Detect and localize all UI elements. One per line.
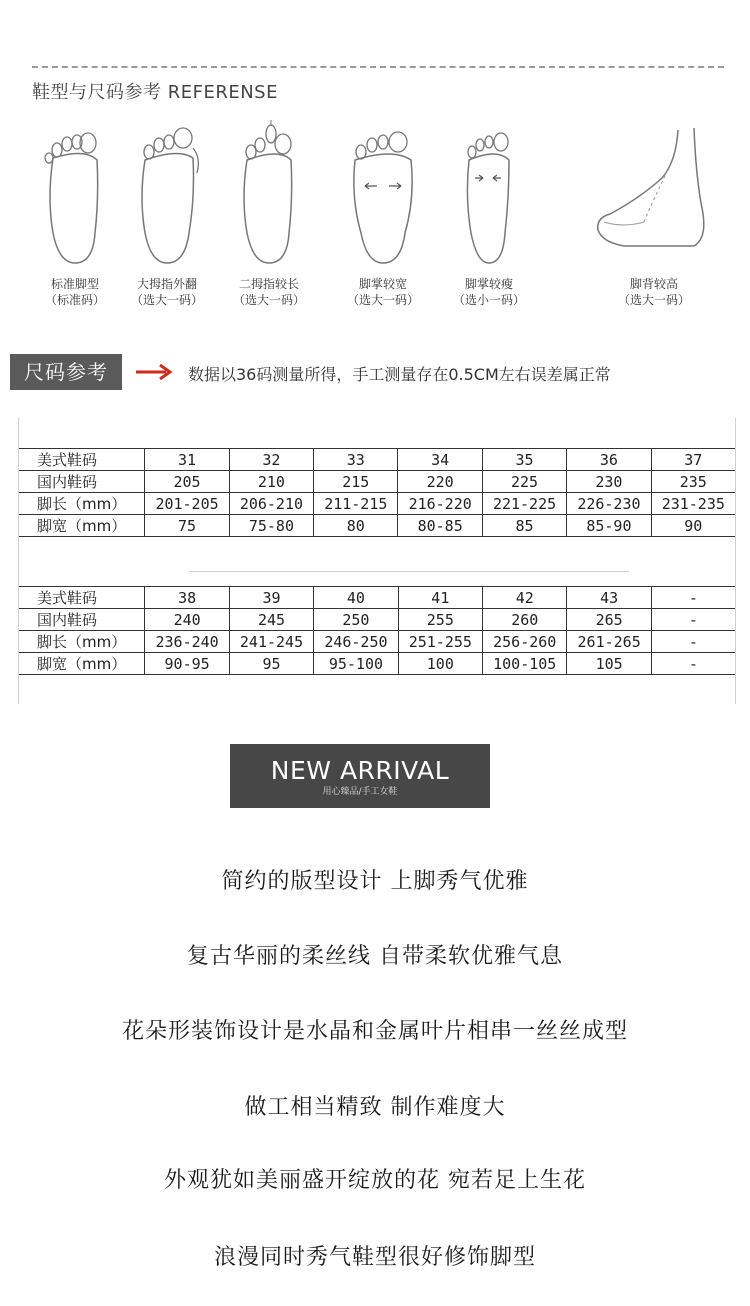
size-cell: 256-260 (483, 631, 567, 653)
size-cell: 251-255 (398, 631, 482, 653)
size-cell: 34 (398, 449, 482, 471)
description-line: 浪漫同时秀气鞋型很好修饰脚型 (213, 1245, 536, 1270)
size-cell: 221-225 (482, 493, 566, 515)
size-cell: 241-245 (229, 631, 313, 653)
size-table-row (19, 515, 735, 537)
size-cell: 255 (398, 609, 482, 631)
size-cell: 37 (651, 449, 735, 471)
size-cell: 42 (483, 587, 567, 609)
row-label: 国内鞋码 (19, 609, 145, 631)
size-cell: - (651, 631, 735, 653)
size-cell: 225 (482, 471, 566, 493)
dashed-divider (32, 66, 724, 68)
foot-type-label: 脚掌较瘦 (464, 277, 513, 291)
new-arrival-title: NEW ARRIVAL (270, 756, 450, 785)
size-cell: 95-100 (314, 653, 398, 675)
size-table-block-1 (19, 448, 735, 537)
size-cell: 201-205 (145, 493, 229, 515)
description-line: 复古华丽的柔丝线 自带柔软优雅气息 (187, 944, 563, 969)
size-table-row (19, 609, 735, 631)
size-reference-tag: 尺码参考 (10, 354, 122, 390)
size-table-row (19, 471, 735, 493)
new-arrival-subtitle: 用心臻品/手工女鞋 (322, 787, 398, 797)
size-cell: 226-230 (567, 493, 651, 515)
size-table-row (19, 631, 735, 653)
row-label: 美式鞋码 (19, 449, 145, 471)
size-table-row (19, 493, 735, 515)
size-cell: 100 (398, 653, 482, 675)
size-chart (18, 418, 736, 704)
size-cell: 215 (314, 471, 398, 493)
size-cell: - (651, 653, 735, 675)
foot-type-wide (328, 118, 438, 308)
row-label: 脚长（mm） (19, 493, 145, 515)
wide-foot-icon (343, 118, 423, 268)
high-instep-foot-icon (584, 118, 724, 268)
foot-type-advice: （选大一码） (130, 293, 203, 307)
foot-type-row (0, 118, 750, 348)
size-cell: 95 (229, 653, 313, 675)
table-separator (189, 571, 629, 572)
size-cell: 90 (651, 515, 735, 537)
foot-type-bunion (112, 118, 222, 308)
size-table-row (19, 587, 735, 609)
size-cell: 41 (398, 587, 482, 609)
foot-type-label: 脚背较高 (629, 277, 678, 291)
foot-type-narrow (434, 118, 544, 308)
size-table-block-2 (19, 586, 735, 675)
right-arrow-icon (134, 362, 174, 382)
standard-foot-icon (35, 118, 115, 268)
size-table-row (19, 449, 735, 471)
row-label: 脚宽（mm） (19, 653, 145, 675)
size-cell: 216-220 (398, 493, 482, 515)
size-cell: 35 (482, 449, 566, 471)
new-arrival-banner (230, 744, 490, 808)
description-line: 花朵形装饰设计是水晶和金属叶片相串一丝丝成型 (121, 1019, 628, 1044)
size-cell: 85-90 (567, 515, 651, 537)
long-second-toe-foot-icon (229, 118, 309, 268)
size-cell: 235 (651, 471, 735, 493)
size-cell: 236-240 (145, 631, 229, 653)
size-cell: 32 (229, 449, 313, 471)
size-cell: 85 (482, 515, 566, 537)
size-cell: 33 (314, 449, 398, 471)
size-cell: 205 (145, 471, 229, 493)
size-cell: 75-80 (229, 515, 313, 537)
size-cell: 206-210 (229, 493, 313, 515)
row-label: 国内鞋码 (19, 471, 145, 493)
size-cell: 38 (145, 587, 229, 609)
size-cell: 36 (567, 449, 651, 471)
size-cell: 250 (314, 609, 398, 631)
foot-type-label: 脚掌较宽 (358, 277, 407, 291)
size-cell: 80 (314, 515, 398, 537)
size-cell: 31 (145, 449, 229, 471)
measurement-note: 数据以36码测量所得，手工测量存在0.5CM左右误差属正常 (188, 365, 611, 384)
foot-type-high-instep (584, 118, 724, 308)
size-cell: 245 (229, 609, 313, 631)
size-cell: - (651, 587, 735, 609)
size-cell: - (651, 609, 735, 631)
size-cell: 230 (567, 471, 651, 493)
row-label: 脚长（mm） (19, 631, 145, 653)
size-cell: 265 (567, 609, 651, 631)
foot-type-advice: （选小一码） (452, 293, 525, 307)
foot-type-advice: （选大一码） (617, 293, 690, 307)
description-line: 做工相当精致 制作难度大 (244, 1095, 506, 1120)
size-reference-banner (10, 354, 740, 394)
reference-heading: 鞋型与尺码参考 REFERENSE (32, 82, 278, 103)
size-cell: 39 (229, 587, 313, 609)
narrow-foot-icon (449, 118, 529, 268)
row-label: 美式鞋码 (19, 587, 145, 609)
foot-type-label: 大拇指外翻 (136, 277, 197, 291)
size-table-row (19, 653, 735, 675)
size-cell: 220 (398, 471, 482, 493)
size-cell: 210 (229, 471, 313, 493)
bunion-foot-icon (127, 118, 207, 268)
foot-type-long-second-toe (214, 118, 324, 308)
size-cell: 90-95 (145, 653, 229, 675)
description-line: 简约的版型设计 上脚秀气优雅 (221, 869, 529, 894)
size-cell: 246-250 (314, 631, 398, 653)
size-cell: 80-85 (398, 515, 482, 537)
size-cell: 40 (314, 587, 398, 609)
foot-type-advice: （选大一码） (232, 293, 305, 307)
row-label: 脚宽（mm） (19, 515, 145, 537)
size-cell: 100-105 (483, 653, 567, 675)
foot-type-label: 标准脚型 (50, 277, 99, 291)
size-cell: 260 (483, 609, 567, 631)
size-cell: 105 (567, 653, 651, 675)
description-line: 外观犹如美丽盛开绽放的花 宛若足上生花 (164, 1168, 586, 1193)
size-cell: 211-215 (314, 493, 398, 515)
size-cell: 43 (567, 587, 651, 609)
foot-type-advice: （选大一码） (346, 293, 419, 307)
foot-type-advice: （标准码） (44, 293, 105, 307)
size-cell: 231-235 (651, 493, 735, 515)
foot-type-label: 二拇指较长 (238, 277, 299, 291)
size-cell: 261-265 (567, 631, 651, 653)
size-cell: 240 (145, 609, 229, 631)
size-cell: 75 (145, 515, 229, 537)
